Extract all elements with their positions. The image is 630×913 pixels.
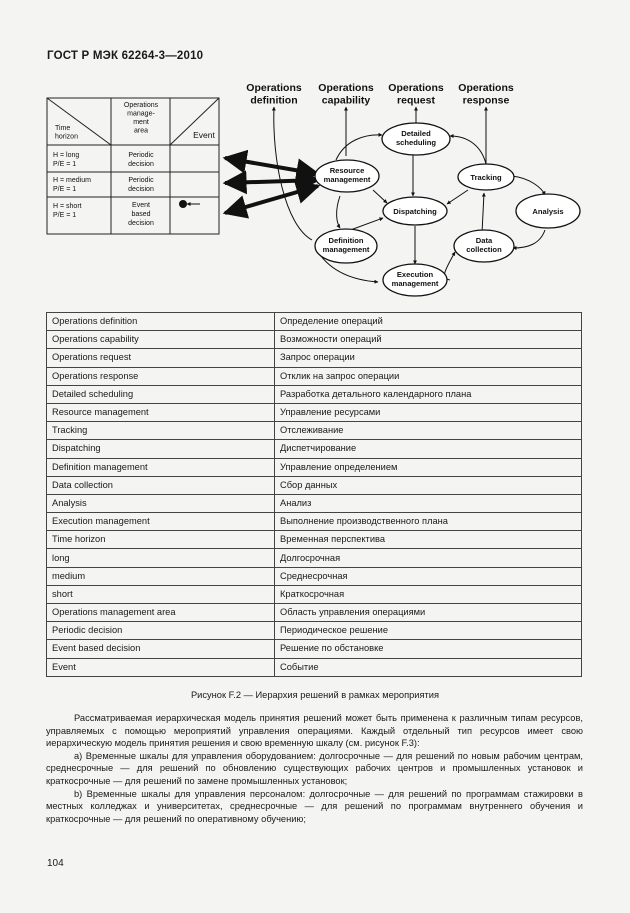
term-russian: Событие [275, 658, 582, 676]
table-row [47, 458, 582, 476]
row-medium-area: Periodic decision [128, 177, 154, 193]
term-russian: Управление определением [275, 458, 582, 476]
node-label-analysis: Analysis [532, 207, 564, 216]
row-long-area: Periodic decision [128, 152, 154, 168]
term-english: Operations management area [47, 604, 275, 622]
term-english: Periodic decision [47, 622, 275, 640]
page-number: 104 [47, 858, 64, 869]
table-row [47, 585, 582, 603]
node-label-tracking: Tracking [470, 173, 502, 182]
table-row [47, 567, 582, 585]
paragraph: a) Временные шкалы для управления оборудованием: долгосрочные — для решений по новым рабочим центрам, среднесрочные — для решений по обновлению существующих рабочих центров и промышленных установок и краткосрочные — для решений по замене промышленных установок; [46, 750, 583, 786]
table-row [47, 549, 582, 567]
term-english: Operations response [47, 367, 275, 385]
table-header-event: Event [193, 130, 215, 140]
term-russian: Анализ [275, 494, 582, 512]
table-row [47, 513, 582, 531]
row-long-horizon: H = long P/E = 1 [53, 152, 80, 168]
term-english: Resource management [47, 403, 275, 421]
term-russian: Выполнение производственного плана [275, 513, 582, 531]
decision-hierarchy-diagram [0, 0, 630, 305]
paragraph: b) Временные шкалы для управления персоналом: долгосрочные — для решений по программам стажировки в местных колледжах и университетах, среднесрочные — для решений по программам внутреннего обучения и краткосрочные — для решений по оперативному обучению; [46, 788, 583, 824]
table-row [47, 622, 582, 640]
table-row [47, 531, 582, 549]
term-english: Execution management [47, 513, 275, 531]
node-label-execution-management: Execution management [391, 270, 439, 288]
term-english: Analysis [47, 494, 275, 512]
term-english: Definition management [47, 458, 275, 476]
term-english: Data collection [47, 476, 275, 494]
node-label-definition-management: Definition management [322, 236, 370, 254]
table-row [47, 658, 582, 676]
document-header: ГОСТ Р МЭК 62264-3—2010 [47, 50, 204, 62]
translation-table [46, 312, 582, 677]
figure-caption: Рисунок F.2 — Иерархия решений в рамках мероприятия [190, 690, 440, 700]
term-english: Detailed scheduling [47, 385, 275, 403]
node-label-dispatching: Dispatching [393, 207, 437, 216]
term-english: Event based decision [47, 640, 275, 658]
label-operations-capability: Operations capability [318, 82, 374, 107]
label-operations-response: Operations response [458, 82, 514, 107]
term-russian: Краткосрочная [275, 585, 582, 603]
term-english: Event [47, 658, 275, 676]
term-russian: Сбор данных [275, 476, 582, 494]
row-short-horizon: H = short P/E = 1 [53, 203, 82, 219]
term-english: Time horizon [47, 531, 275, 549]
term-english: long [47, 549, 275, 567]
node-label-resource-management: Resource management [323, 166, 371, 184]
table-row [47, 604, 582, 622]
table-row [47, 440, 582, 458]
table-header-area: Operations manage-ment area [123, 102, 159, 135]
table-row [47, 331, 582, 349]
term-russian: Периодическое решение [275, 622, 582, 640]
term-russian: Запрос операции [275, 349, 582, 367]
body-text [46, 712, 583, 825]
table-row [47, 313, 582, 331]
node-label-detailed-scheduling: Detailed scheduling [395, 129, 437, 147]
paragraph: Рассматриваемая иерархическая модель принятия решений может быть применена к различным типам ресурсов, управляемых с помощью мероприятий управления операциями. Каждый отдельный тип ресурсов имеет свою иерархическую модель принятия решения и свою временную шкалу (см. рисунок F.3): [46, 713, 583, 749]
term-english: Operations definition [47, 313, 275, 331]
row-medium-horizon: H = medium P/E = 1 [53, 177, 91, 193]
term-english: Operations capability [47, 331, 275, 349]
table-row [47, 385, 582, 403]
label-operations-definition: Operations definition [246, 82, 302, 107]
table-row [47, 640, 582, 658]
term-russian: Диспетчирование [275, 440, 582, 458]
term-english: medium [47, 567, 275, 585]
row-short-area: Event based decision [128, 202, 154, 227]
node-label-data-collection: Data collection [466, 236, 502, 254]
term-english: Operations request [47, 349, 275, 367]
table-row [47, 367, 582, 385]
label-operations-request: Operations request [388, 82, 444, 107]
table-row [47, 476, 582, 494]
term-russian: Долгосрочная [275, 549, 582, 567]
term-russian: Среднесрочная [275, 567, 582, 585]
table-row [47, 349, 582, 367]
table-row [47, 403, 582, 421]
term-russian: Управление ресурсами [275, 403, 582, 421]
event-dot-icon [179, 200, 187, 208]
term-russian: Отклик на запрос операции [275, 367, 582, 385]
table-row [47, 422, 582, 440]
table-header-time-horizon: Time horizon [55, 125, 78, 141]
term-english: Dispatching [47, 440, 275, 458]
term-russian: Определение операций [275, 313, 582, 331]
term-russian: Решение по обстановке [275, 640, 582, 658]
term-russian: Отслеживание [275, 422, 582, 440]
term-russian: Область управления операциями [275, 604, 582, 622]
term-russian: Разработка детального календарного плана [275, 385, 582, 403]
term-english: Tracking [47, 422, 275, 440]
table-row [47, 494, 582, 512]
term-russian: Возможности операций [275, 331, 582, 349]
term-english: short [47, 585, 275, 603]
term-russian: Временная перспектива [275, 531, 582, 549]
